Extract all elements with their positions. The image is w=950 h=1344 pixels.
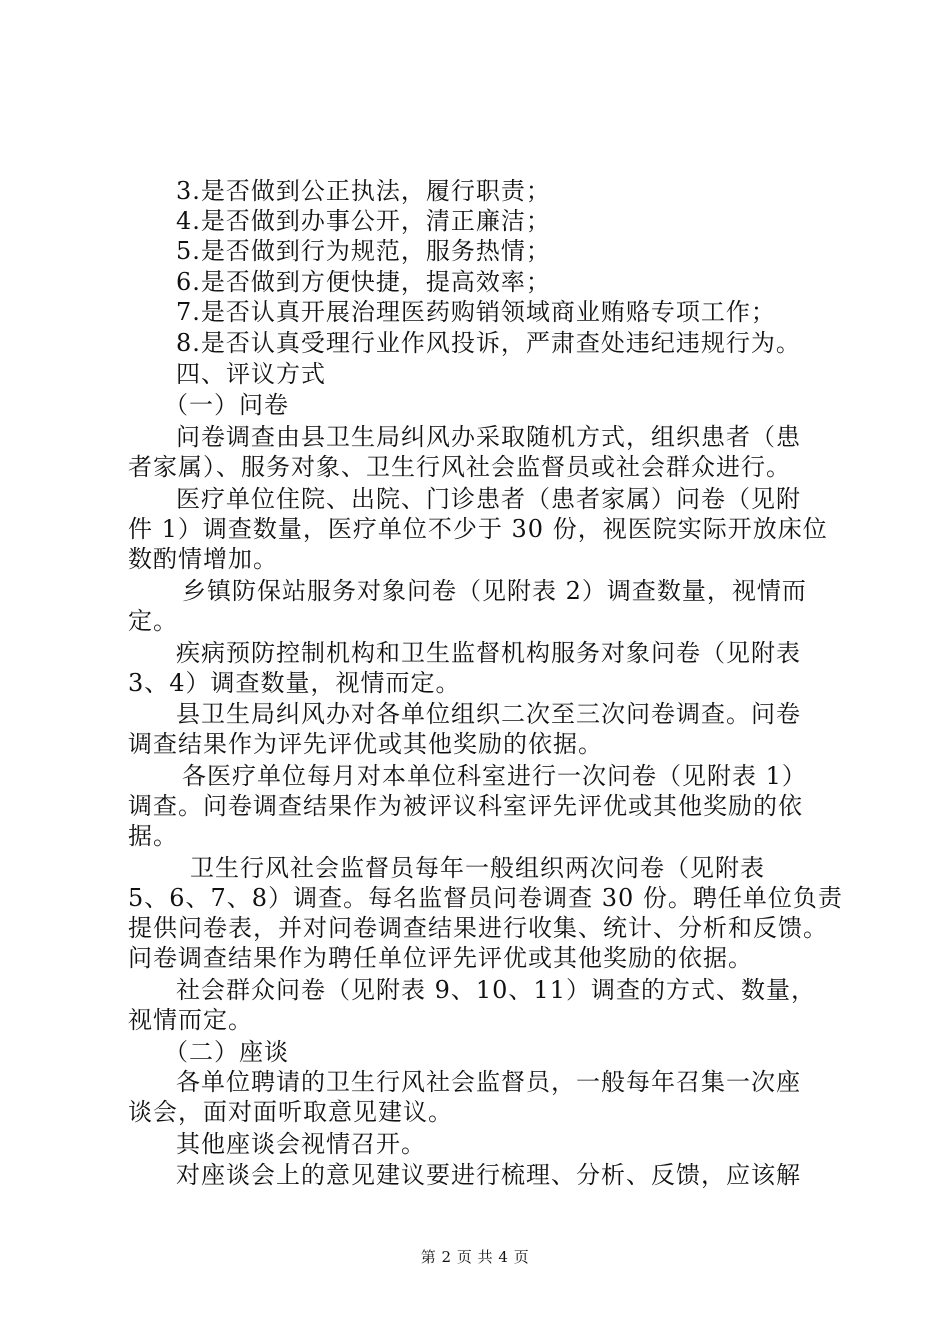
text-line: 问卷调查结果作为聘任单位评先评优或其他奖励的依据。	[128, 944, 753, 972]
text-line: 据。	[128, 822, 178, 850]
text-line: 疾病预防控制机构和卫生监督机构服务对象问卷（见附表	[176, 639, 801, 667]
text-line: 对座谈会上的意见建议要进行梳理、分析、反馈，应该解	[176, 1161, 801, 1189]
text-line: 各单位聘请的卫生行风社会监督员，一般每年召集一次座	[176, 1068, 801, 1096]
text-line: 7.是否认真开展治理医药购销领域商业贿赂专项工作；	[176, 298, 776, 326]
text-line: 问卷调查由县卫生局纠风办采取随机方式，组织患者（患	[176, 423, 801, 451]
text-line: 视情而定。	[128, 1006, 253, 1034]
text-line: 调查结果作为评先评优或其他奖励的依据。	[128, 730, 603, 758]
text-line: 乡镇防保站服务对象问卷（见附表 2）调查数量，视情而	[182, 577, 807, 605]
text-line: 定。	[128, 607, 178, 635]
section-heading: 四、评议方式	[176, 360, 326, 388]
text-line: 3、4）调查数量，视情而定。	[128, 669, 461, 697]
text-line: 者家属）、服务对象、卫生行风社会监督员或社会群众进行。	[128, 453, 791, 481]
text-line: 4.是否做到办事公开，清正廉洁；	[176, 207, 551, 235]
text-line: 8.是否认真受理行业作风投诉，严肃查处违纪违规行为。	[176, 329, 801, 357]
text-line: 县卫生局纠风办对各单位组织二次至三次问卷调查。问卷	[176, 700, 801, 728]
subsection-heading: （一）问卷	[164, 391, 289, 419]
text-line: 社会群众问卷（见附表 9、10、11）调查的方式、数量，	[176, 976, 816, 1004]
subsection-heading: （二）座谈	[164, 1038, 289, 1066]
text-line: 提供问卷表，并对问卷调查结果进行收集、统计、分析和反馈。	[128, 914, 828, 942]
text-line: 数酌情增加。	[128, 545, 278, 573]
text-line: 件 1）调查数量，医疗单位不少于 30 份，视医院实际开放床位	[128, 515, 828, 543]
text-line: 5.是否做到行为规范，服务热情；	[176, 237, 551, 265]
text-line: 其他座谈会视情召开。	[176, 1130, 426, 1158]
text-line: 卫生行风社会监督员每年一般组织两次问卷（见附表	[190, 854, 765, 882]
text-line: 谈会，面对面听取意见建议。	[128, 1098, 453, 1126]
text-line: 调查。问卷调查结果作为被评议科室评先评优或其他奖励的依	[128, 792, 803, 820]
page-number-footer: 第 2 页 共 4 页	[420, 1248, 530, 1266]
text-line: 5、6、7、8）调查。每名监督员问卷调查 30 份。聘任单位负责	[128, 884, 843, 912]
text-line: 医疗单位住院、出院、门诊患者（患者家属）问卷（见附	[176, 485, 801, 513]
text-line: 各医疗单位每月对本单位科室进行一次问卷（见附表 1）	[182, 762, 807, 790]
text-line: 6.是否做到方便快捷，提高效率；	[176, 268, 551, 296]
text-line: 3.是否做到公正执法，履行职责；	[176, 177, 551, 205]
